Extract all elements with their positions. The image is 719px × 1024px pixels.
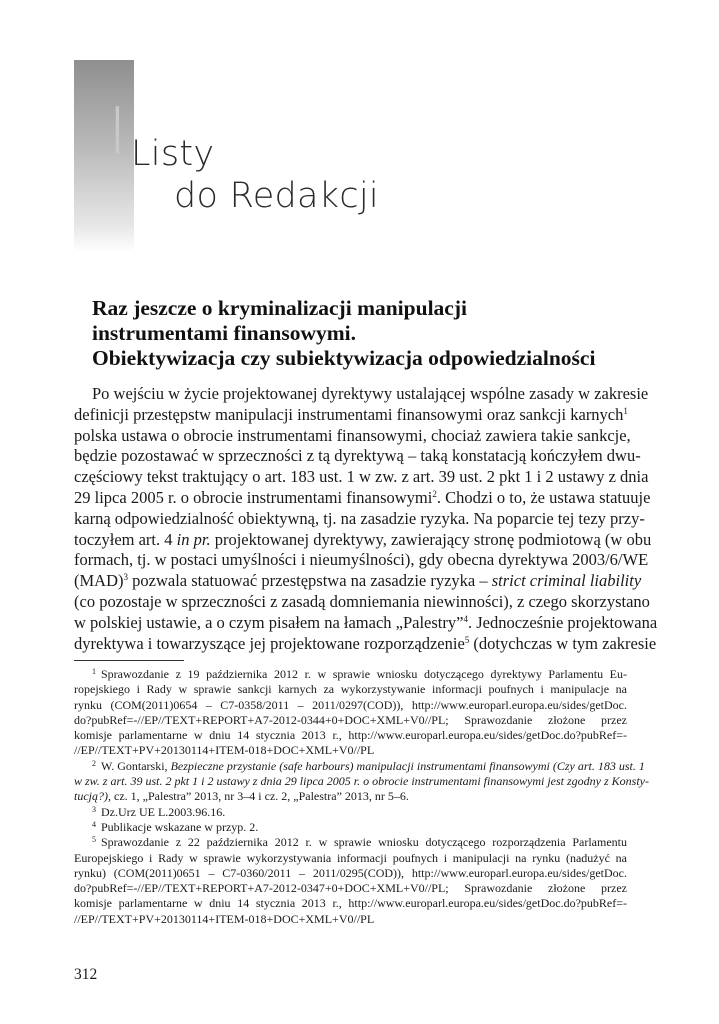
footnote-separator [74, 660, 184, 661]
body-line: polska ustawa o obrocie instrumentami finansowymi, chociaż zawiera takie sankcje, [74, 425, 631, 445]
footnote-number: 1 [92, 667, 96, 676]
article-title-line: Obiektywizacja czy subiektywizacja odpowiedzialności [92, 346, 596, 370]
footnote-line: Europejskiego i Rady w sprawie wykorzystywania informacji poufnych i manipulacji na rynku (nadużyć na [74, 850, 627, 865]
footnote-ref[interactable]: 2 [432, 488, 437, 499]
footnote-line: tucją?), cz. 1, „Palestra” 2013, nr 3–4 i cz. 2, „Palestra” 2013, nr 5–6. [74, 789, 409, 804]
body-line: toczyłem art. 4 in pr. projektowanej dyrektywy, zawierający stronę podmiotową (w obu [74, 529, 652, 549]
footnote-line: //EP//TEXT+PV+20130114+ITEM-018+DOC+XML+V0//PL [74, 743, 375, 758]
article-title-line: Raz jeszcze o kryminalizacji manipulacji [92, 296, 467, 320]
body-line: (co pozostaje w sprzeczności z zasadą domniemania niewinności), z czego skorzystano [74, 591, 650, 611]
footnote-line: ropejskiego i Rady w sprawie sankcji karnych za wykorzystywanie informacji poufnych i manipulacje na [74, 682, 627, 697]
footnote-number: 5 [92, 835, 96, 845]
footnote-ref[interactable]: 4 [463, 613, 468, 624]
footnote-line: rynku) (COM(2011)0651 – C7-0360/2011 – 2011/0295(COD)), http://www.europarl.europa.eu/sides/getDoc. [74, 865, 627, 880]
footnote-line: komisje parlamentarne w dniu 14 stycznia 2013 r., http://www.europarl.europa.eu/sides/getDoc.do?pubRef=- [74, 728, 627, 743]
section-title-line: Listy [131, 134, 215, 174]
footnote-line: komisje parlamentarne w dniu 14 stycznia 2013 r., http://www.europarl.europa.eu/sides/getDoc.do?pubRef=- [74, 896, 627, 911]
article-title-line: instrumentami finansowymi. [92, 321, 356, 345]
footnote-line: do?pubRef=-//EP//TEXT+REPORT+A7-2012-0347+0+DOC+XML+V0//PL; Sprawozdanie złożone przez [74, 881, 627, 896]
page-number: 312 [74, 966, 98, 983]
footnote-number: 4 [92, 819, 96, 829]
footnote-line: $^5$ Sprawozdanie z 22 października 2012 r. w sprawie wniosku dotyczącego rozporządzenia Parlamentu [92, 835, 627, 850]
body-line: formach, tj. w postaci umyślności i nieumyślności), gdy obecna dyrektywa 2003/6/WE [74, 550, 649, 570]
footnote-number: 2 [92, 758, 96, 768]
footnote-ref[interactable]: 1 [623, 405, 628, 416]
section-title [131, 133, 379, 217]
body-line: (MAD)$^3$ pozwala statuować przestępstwa na zasadzie ryzyka – strict criminal liability [74, 571, 642, 591]
section-title-line: do Redakcji [174, 176, 379, 216]
body-line: w polskiej ustawie, a o czym pisałem na łamach „Palestry”$^4$. Jednocześnie projektowana [74, 612, 658, 632]
footnote-line: $^4$ Publikacje wskazane w przyp. 2. [92, 819, 259, 834]
footnote-line: rynku (COM(2011)0654 – C7-0358/2011 – 2011/0297(COD)), http://www.europarl.europa.eu/sides/getDoc. [74, 697, 627, 712]
footnote-line: $^1$ Sprawozdanie z 19 października 2012 r. w sprawie wniosku dotyczącego dyrektywy Parlamentu Eu- [92, 667, 627, 681]
footnote-line: //EP//TEXT+PV+20130114+ITEM-018+DOC+XML+V0//PL [74, 911, 375, 926]
body-line: będzie pozostawać w sprzeczności z tą dyrektywą – taką konstatacją kończyłem dwu- [74, 446, 641, 466]
footnote-line: do?pubRef=-//EP//TEXT+REPORT+A7-2012-0344+0+DOC+XML+V0//PL; Sprawozdanie złożone przez [74, 712, 627, 727]
footnote-ref[interactable]: 5 [464, 634, 470, 645]
body-line: dyrektywa i towarzyszące jej projektowane rozporządzenie$^5$ (dotychczas w tym zakresie [74, 633, 657, 653]
footnote-ref[interactable]: 3 [123, 572, 128, 583]
body-line: 29 lipca 2005 r. o obrocie instrumentami finansowymi$^2$. Chodzi o to, że ustawa statuuje [74, 487, 651, 507]
article-title [92, 296, 595, 371]
footnote-line: w zw. z art. 39 ust. 2 pkt 1 i 2 ustawy z dnia 29 lipca 2005 r. o obrocie instrumentami finansowymi jest zgodny z Konsty- [74, 774, 650, 789]
article-body [74, 384, 658, 654]
footnotes [74, 667, 650, 927]
body-line: karną odpowiedzialność obiektywną, tj. na zasadzie ryzyka. Na poparcie tej tezy przy- [74, 508, 645, 528]
body-line: definicji przestępstw manipulacji instrumentami finansowymi oraz sankcji karnych$^1$ [74, 404, 628, 424]
footnote-line: $^3$ Dz.Urz UE L.2003.96.16. [92, 804, 226, 819]
section-numeral: I [108, 95, 127, 169]
body-line: częściowy tekst traktujący o art. 183 ust. 1 w zw. z art. 39 ust. 2 pkt 1 i 2 ustawy z dnia [74, 467, 649, 487]
footnote-number: 3 [92, 804, 96, 814]
footnote-line: $^2$ W. Gontarski, Bezpieczne przystanie (safe harbours) manipulacji instrumentami finansowymi (Czy art. 183 ust. 1 [92, 758, 645, 773]
body-line: Po wejściu w życie projektowanej dyrektywy ustalającej wspólne zasady w zakresie [92, 384, 649, 403]
